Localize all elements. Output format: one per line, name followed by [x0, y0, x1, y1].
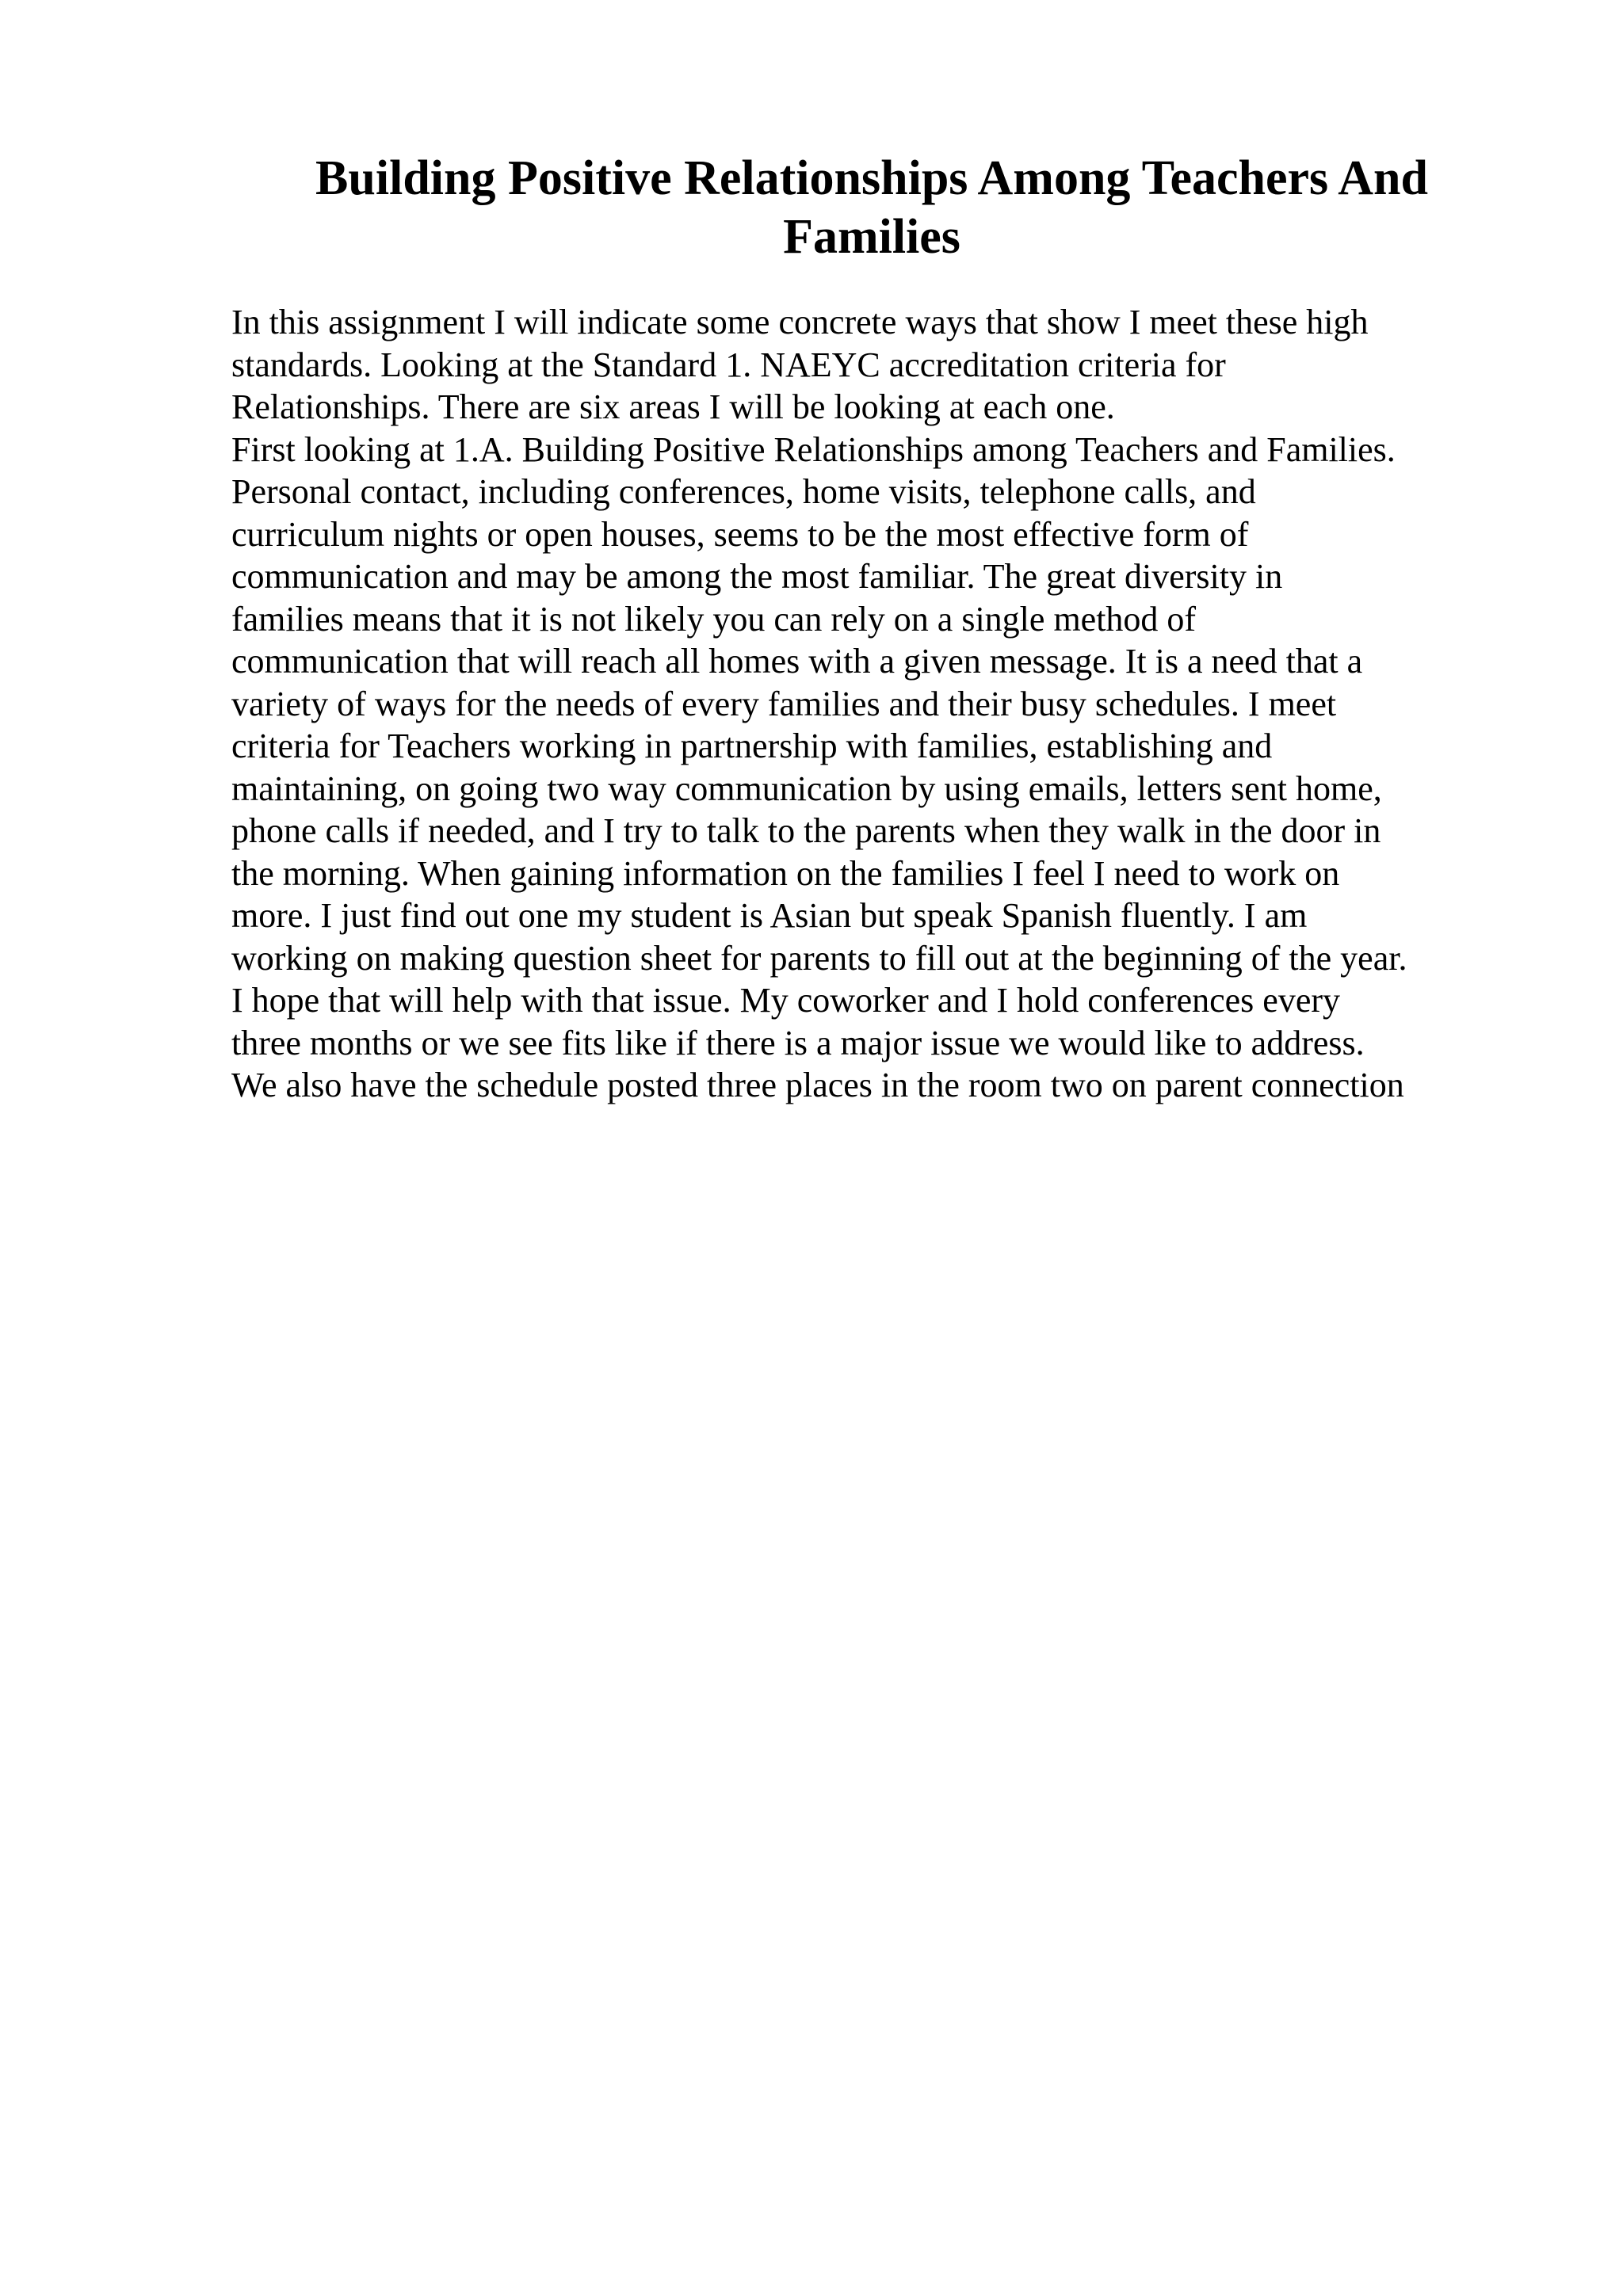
title-line: Building Positive Relationships Among Teachers And [315, 151, 1428, 205]
body-line: three months or we see fits like if there is a major issue we would like to address. [231, 1023, 1365, 1062]
body-line: maintaining, on going two way communication by using emails, letters sent home, [231, 769, 1382, 808]
body-line: We also have the schedule posted three places in the room two on parent connection [231, 1066, 1404, 1104]
body-line: Personal contact, including conferences, home visits, telephone calls, and [231, 472, 1256, 511]
body-line: working on making question sheet for parents to fill out at the beginning of the year. [231, 938, 1407, 978]
body-line: In this assignment I will indicate some concrete ways that show I meet these high [231, 303, 1369, 341]
document-title [285, 149, 1458, 266]
body-line: more. I just find out one my student is Asian but speak Spanish fluently. I am [231, 896, 1308, 935]
body-line: families means that it is not likely you can rely on a single method of [231, 599, 1197, 639]
body-line: Relationships. There are six areas I will be looking at each one. [231, 387, 1115, 426]
body-line: First looking at 1.A. Building Positive Relationships among Teachers and Families. [231, 429, 1396, 469]
body-line: communication that will reach all homes with a given message. It is a need that a [231, 642, 1363, 681]
body-line: phone calls if needed, and I try to talk to the parents when they walk in the door in [231, 811, 1381, 850]
body-line: I hope that will help with that issue. My coworker and I hold conferences every [231, 981, 1341, 1020]
body-line: curriculum nights or open houses, seems to be the most effective form of [231, 514, 1249, 554]
document-body [231, 301, 1515, 1107]
body-line: communication and may be among the most familiar. The great diversity in [231, 557, 1283, 596]
body-line: standards. Looking at the Standard 1. NAEYC accreditation criteria for [231, 345, 1226, 384]
body-line: criteria for Teachers working in partnership with families, establishing and [231, 727, 1273, 765]
body-line: variety of ways for the needs of every families and their busy schedules. I meet [231, 684, 1337, 723]
body-line: the morning. When gaining information on the families I feel I need to work on [231, 853, 1340, 893]
title-line: Families [783, 210, 960, 264]
